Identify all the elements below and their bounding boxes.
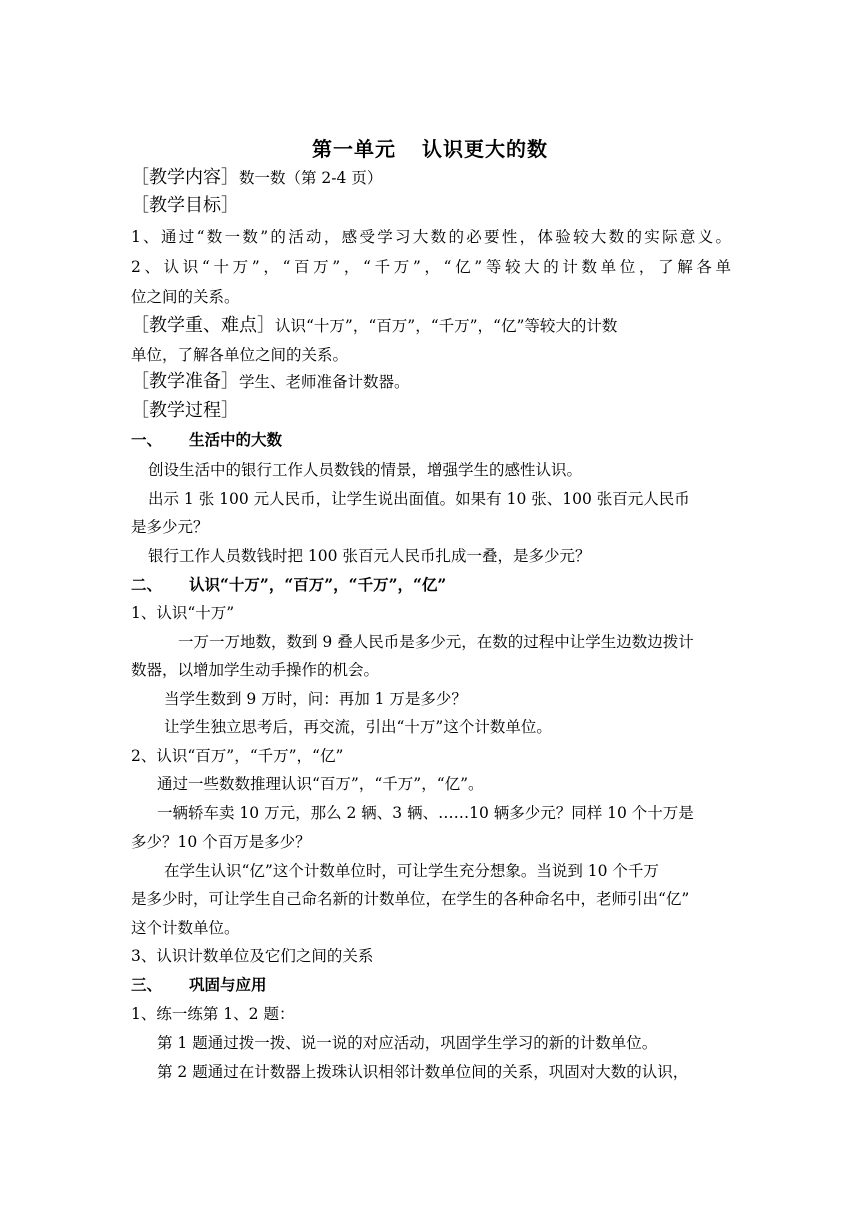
paragraph-yi-line-3: 这个计数单位。: [131, 919, 240, 937]
section-1-number: 一、: [131, 430, 163, 449]
page-title: [0, 133, 860, 162]
preparation-label: ［教学准备］: [131, 371, 239, 392]
paragraph-exercise-2: 第 2 题通过在计数器上拨珠认识相邻计数单位间的关系，巩固对大数的认识，: [157, 1063, 689, 1081]
paragraph-count-line-2: 数器，以增加学生动手操作的机会。: [131, 661, 380, 679]
section-2-number: 二、: [131, 575, 163, 594]
paragraph-car-line-2: 多少？10 个百万是多少？: [131, 833, 311, 851]
paragraph-banknote-line-1: 出示 1 张 100 元人民币，让学生说出面值。如果有 10 张、100 张百元人民币: [148, 490, 690, 508]
goal-1: 1、通过“数一数”的活动，感受学习大数的必要性，体验较大数的实际意义。: [131, 228, 731, 246]
paragraph-reasoning: 通过一些数数推理认识“百万”，“千万”，“亿”。: [157, 775, 484, 793]
subheading-shiwan: 1、认识“十万”: [131, 604, 235, 622]
key-points-line-2: 单位，了解各单位之间的关系。: [131, 346, 349, 364]
teaching-content-line: [131, 167, 731, 189]
section-3-title: 巩固与应用: [189, 975, 267, 994]
paragraph-banknote-line-2: 是多少元？: [131, 518, 209, 536]
subheading-baiwan: 2、认识“百万”，“千万”，“亿”: [131, 747, 344, 765]
preparation-text: 学生、老师准备计数器。: [239, 373, 410, 391]
teaching-process-label: ［教学过程］: [131, 400, 239, 421]
paragraph-question: 当学生数到 9 万时，问：再加 1 万是多少？: [164, 690, 467, 708]
teaching-content-label: ［教学内容］: [131, 167, 239, 188]
section-3-number: 三、: [131, 975, 163, 994]
key-points-label: ［教学重、难点］: [131, 315, 275, 336]
goal-2-line-2: 位之间的关系。: [131, 288, 240, 306]
teaching-content-text: 数一数（第 2-4 页）: [239, 169, 383, 187]
key-points-line-1: [131, 315, 731, 337]
title-topic: 认识更大的数: [422, 137, 548, 161]
paragraph-scenario: 创设生活中的银行工作人员数钱的情景，增强学生的感性认识。: [148, 461, 583, 479]
goal-2-line-1: 2、认识“十万”，“百万”，“千万”，“亿”等较大的计数单位，了解各单: [131, 258, 731, 276]
section-1-heading: [131, 429, 731, 451]
section-3-heading: [131, 974, 731, 996]
key-points-text: 认识“十万”，“百万”，“千万”，“亿”等较大的计数: [275, 317, 618, 335]
paragraph-yi-line-1: 在学生认识“亿”这个计数单位时，可让学生充分想象。当说到 10 个千万: [164, 862, 659, 880]
subheading-units-relation: 3、认识计数单位及它们之间的关系: [131, 947, 374, 965]
paragraph-introduce-shiwan: 让学生独立思考后，再交流，引出“十万”这个计数单位。: [164, 718, 552, 736]
subheading-exercise: 1、练一练第 1、2 题：: [131, 1005, 295, 1023]
preparation-line: [131, 371, 731, 393]
section-2-title: 认识“十万”，“百万”，“千万”，“亿”: [189, 575, 447, 594]
paragraph-count-line-1: 一万一万地数，数到 9 叠人民币是多少元，在数的过程中让学生边数边拨计: [178, 633, 694, 651]
paragraph-car-line-1: 一辆轿车卖 10 万元，那么 2 辆、3 辆、……10 辆多少元？同样 10 个十万是: [157, 804, 694, 822]
teaching-goals-label: ［教学目标］: [131, 195, 239, 216]
section-1-title: 生活中的大数: [189, 430, 283, 449]
paragraph-exercise-1: 第 1 题通过拨一拨、说一说的对应活动，巩固学生学习的新的计数单位。: [157, 1034, 658, 1052]
paragraph-yi-line-2: 是多少时，可让学生自己命名新的计数单位，在学生的各种命名中，老师引出“亿”: [131, 890, 690, 908]
title-unit: 第一单元: [312, 137, 396, 161]
section-2-heading: [131, 574, 731, 596]
paragraph-bundle: 银行工作人员数钱时把 100 张百元人民币扎成一叠，是多少元？: [148, 547, 591, 565]
